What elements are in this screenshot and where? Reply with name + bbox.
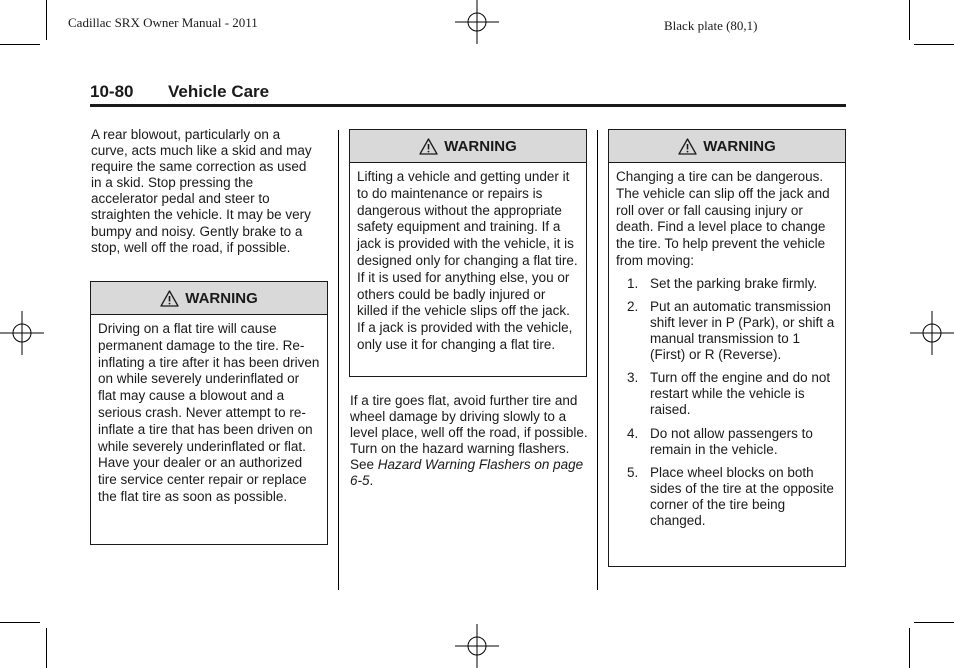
registration-mark-icon	[455, 624, 499, 668]
step-number: 1.	[627, 275, 639, 291]
step-text: Place wheel blocks on both sides of the tire at the opposite corner of the tire being changed.	[650, 464, 834, 528]
warning-content	[609, 163, 845, 529]
crop-mark	[914, 44, 954, 45]
section-header	[90, 82, 846, 107]
running-header-manual: Cadillac SRX Owner Manual - 2011	[68, 15, 258, 30]
crop-mark	[46, 628, 47, 668]
crop-mark	[0, 44, 40, 45]
warning-header	[609, 130, 845, 163]
warning-header	[91, 282, 327, 315]
list-item	[616, 465, 838, 529]
step-number: 2.	[627, 298, 639, 314]
step-text: Do not allow passengers to remain in the vehicle.	[650, 425, 813, 457]
warning-text: Lifting a vehicle and getting under it to do maintenance or repairs is dangerous without the appropriate safety equipment and training. If a jack is provided with the vehicle, it is designed only for changing a flat tire. If it is used for anything else, you or others could be badly injured or killed if the vehicle slips off the jack. If a jack is provided with the vehicle, only use it for changing a flat tire.	[357, 169, 578, 352]
warning-triangle-icon	[678, 138, 697, 155]
step-text: Turn off the engine and do not restart while the vehicle is raised.	[650, 370, 831, 418]
list-item	[616, 276, 838, 292]
page-number: 10-80	[90, 82, 134, 101]
intro-paragraph: A rear blowout, particularly on a curve, acts much like a skid and may require the same correction as used in a skid. Stop pressing the accelerator pedal and steer to straighten the vehicle. It may be very bumpy and noisy. Gently brake to a stop, well off the road, if possible.	[91, 127, 312, 255]
column-divider	[338, 130, 339, 590]
registration-mark-icon	[910, 311, 954, 355]
warning-triangle-icon	[419, 138, 438, 155]
column-divider	[597, 130, 598, 590]
cross-reference-link[interactable]: Hazard Warning Flashers on page 6-5	[350, 457, 584, 489]
warning-box-flat-tire	[90, 281, 328, 545]
section-title: Vehicle Care	[168, 82, 270, 101]
step-number: 3.	[627, 370, 639, 386]
warning-text: Driving on a flat tire will cause permanent damage to the tire. Re-inflating a tire after it has been driven on while severely underinflated or flat may cause a blowout and a serious crash. Never attempt to re-inflate a tire that has been driven on while severely underinflated or flat. Have your dealer or an authorized tire service center repair or replace the flat tire as soon as possible.	[98, 321, 320, 504]
step-text: Set the parking brake firmly.	[650, 275, 818, 291]
list-item	[616, 426, 838, 458]
warning-box-jack	[349, 129, 587, 377]
paragraph-end: .	[369, 473, 374, 489]
flat-tire-paragraph	[350, 393, 588, 490]
crop-mark	[914, 622, 954, 623]
registration-mark-icon	[455, 0, 499, 44]
registration-mark-icon	[0, 311, 44, 355]
paragraph-text: If a tire goes flat, avoid further tire and wheel damage by driving slowly to a level place, well off the road, if possible. Turn on the hazard warning flashers. See	[350, 393, 588, 473]
warning-triangle-icon	[160, 290, 179, 307]
crop-mark	[0, 622, 40, 623]
warning-box-changing-tire	[608, 129, 846, 567]
running-header-plate: Black plate (80,1)	[664, 18, 758, 33]
warning-header	[350, 130, 586, 163]
crop-mark	[909, 628, 910, 668]
warning-label: WARNING	[703, 137, 776, 155]
warning-text: Changing a tire can be dangerous. The vehicle can slip off the jack and roll over or fall causing injury or death. Find a level place to change the tire. To help prevent the vehicle from moving:	[616, 169, 830, 268]
step-number: 4.	[627, 425, 639, 441]
crop-mark	[46, 0, 47, 40]
list-item	[616, 370, 838, 418]
step-number: 5.	[627, 464, 639, 480]
steps-list	[616, 276, 838, 529]
warning-label: WARNING	[444, 137, 517, 155]
step-text: Put an automatic transmission shift lever in P (Park), or shift a manual transmission to 1 (First) or R (Reverse).	[650, 298, 835, 363]
list-item	[616, 299, 838, 363]
crop-mark	[909, 0, 910, 40]
warning-label: WARNING	[185, 289, 258, 307]
